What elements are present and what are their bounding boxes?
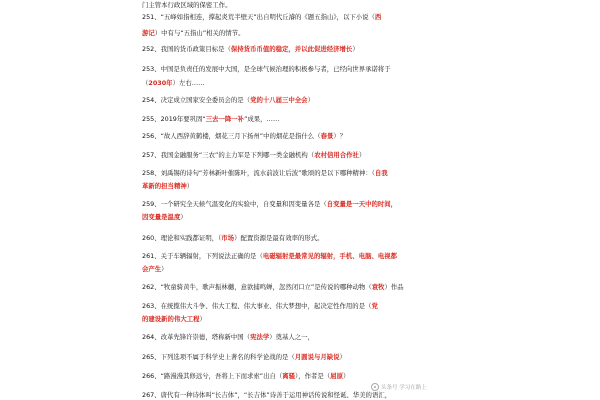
- question-text: 258、刘禹锡的诗句“芳林新叶催陈叶，流水前波让后波”歌颂的是以下哪种精神：（: [142, 169, 375, 177]
- text-line: [142, 301, 378, 312]
- question-text: 265、下列选项不属于科学史上著名的科学论战的是（: [142, 353, 295, 361]
- question-text: ）奠基人之一，: [269, 333, 314, 341]
- text-line: [142, 12, 381, 23]
- question-text: ）左右……: [172, 79, 205, 87]
- text-line: [142, 28, 244, 39]
- question-text: 254、决定成立国家安全委员会的是（: [142, 96, 251, 104]
- text-line: [142, 251, 397, 262]
- question-text: ）: [352, 45, 359, 53]
- answer-text: 自我: [374, 169, 388, 177]
- question-text: ）？: [333, 132, 347, 140]
- question-text: 267、唐代有一种诗体叫“长吉体”，“长吉体”诗善于运用神话传说和怪诞、华美的语汇，: [142, 391, 392, 399]
- answer-text: 农村信用合作社: [314, 151, 359, 159]
- question-text: 266、“路漫漫其修远兮，吾将上下而求索”出自（: [142, 372, 283, 380]
- answer-text: 因变量是温度: [142, 213, 181, 221]
- answer-text: 宪法学: [250, 333, 270, 341]
- question-text: 259、一个研究全天候气温变化的实验中，自变量和因变量各是（: [142, 200, 327, 208]
- text-line: [142, 114, 279, 125]
- answer-text: 三去一降一补: [205, 115, 245, 123]
- answer-text: 保持货币币值的稳定，并以此促进经济增长: [230, 45, 353, 53]
- text-line: [142, 332, 314, 343]
- answer-text: 的建设新的伟大工程: [142, 315, 200, 323]
- question-text: ）: [199, 315, 206, 323]
- question-text: 262、“牧童骑黄牛，歌声振林樾，意欲捕鸣蝉，忽然闭口立”是传说的哪种动物（: [142, 283, 372, 291]
- question-text: ）: [161, 265, 168, 273]
- answer-text: 市场: [221, 234, 235, 242]
- text-line: [142, 282, 404, 293]
- question-text: 252、我国的货币政策目标是（: [142, 45, 231, 53]
- text-line: [142, 95, 314, 106]
- answer-text: 党的十八届三中全会: [250, 96, 308, 104]
- question-text: ）: [180, 213, 187, 221]
- answer-text: 2030年: [148, 79, 173, 87]
- question-text: 264、改革先锋许崇德，塔称新中国（: [142, 333, 251, 341]
- text-line: [142, 212, 187, 223]
- text-line: [142, 44, 359, 55]
- question-text: 255、2019年要巩固“: [142, 115, 206, 123]
- text-line: [142, 264, 168, 275]
- answer-text: 党: [371, 302, 378, 310]
- question-text: 260、理论和实践都证明，（: [142, 234, 222, 242]
- question-text: （: [142, 79, 149, 87]
- text-line: [142, 150, 365, 161]
- text-line: [142, 78, 205, 89]
- answer-text: 屈原: [330, 372, 343, 380]
- question-text: 261、关于车辆辐射，下列说法正确的是（: [142, 252, 263, 260]
- watermark-text: 头条号 学习在路上: [381, 385, 427, 391]
- answer-text: 西: [374, 13, 382, 21]
- question-text: 251、“五峰如指相连，撑起炎荒半壁天”出自明代丘濬的《题五指山》，以下小说（: [142, 13, 375, 21]
- text-line: [142, 371, 349, 382]
- text-line: [142, 390, 391, 400]
- answer-text: 春景: [320, 132, 334, 140]
- answer-text: 袁牧: [371, 283, 385, 291]
- question-text: ）中有与“五指山”相关的情节。: [154, 29, 245, 37]
- question-text: ）: [186, 182, 194, 190]
- question-text: 256、“故人西辞黄鹤楼，烟花三月下扬州”中的烟花是指什么（: [142, 132, 321, 140]
- answer-text: 游记: [142, 29, 155, 37]
- text-line: [142, 314, 206, 325]
- question-text: ）: [342, 372, 350, 380]
- text-line: [142, 0, 231, 11]
- question-text: 253、中国是负责任的发展中大国，是全球气候治理的积极参与者，已经向世界承诺将于: [142, 65, 391, 73]
- answer-text: 电磁辐射是最常见的辐射，手机、电脑、电视都: [262, 252, 398, 260]
- answer-text: 自变量是一天中的时间，: [326, 200, 398, 208]
- watermark-logo-icon: [371, 383, 379, 391]
- text-line: [142, 199, 397, 210]
- question-text: ）: [358, 151, 366, 159]
- text-line: [142, 168, 388, 179]
- question-text: ”成果，……: [244, 115, 280, 123]
- answer-text: 革新的担当精神: [142, 182, 187, 190]
- question-text: ），作者是（: [295, 372, 331, 380]
- question-text: ）作品: [384, 283, 404, 291]
- text-line: [142, 352, 346, 363]
- text-line: [142, 181, 193, 192]
- watermark: [371, 383, 471, 391]
- answer-text: 离骚: [282, 372, 296, 380]
- question-text: ）: [307, 96, 314, 104]
- question-text: ）配置资源是最有效率的形式。: [234, 234, 324, 242]
- answer-text: 会产生: [142, 265, 162, 273]
- question-text: 门主管本行政区域的保密工作。: [142, 1, 232, 9]
- question-text: ）: [339, 353, 346, 361]
- text-line: [142, 233, 324, 244]
- question-text: 257、我国金融服务“三农”的主力军是下列哪一类金融机构（: [142, 151, 315, 159]
- question-text: 263、在统揽伟大斗争、伟大工程、伟大事业、伟大梦想中，起决定性作用的是（: [142, 302, 372, 310]
- answer-text: 月圆说与月缺说: [294, 353, 340, 361]
- text-line: [142, 64, 391, 75]
- text-line: [142, 131, 346, 142]
